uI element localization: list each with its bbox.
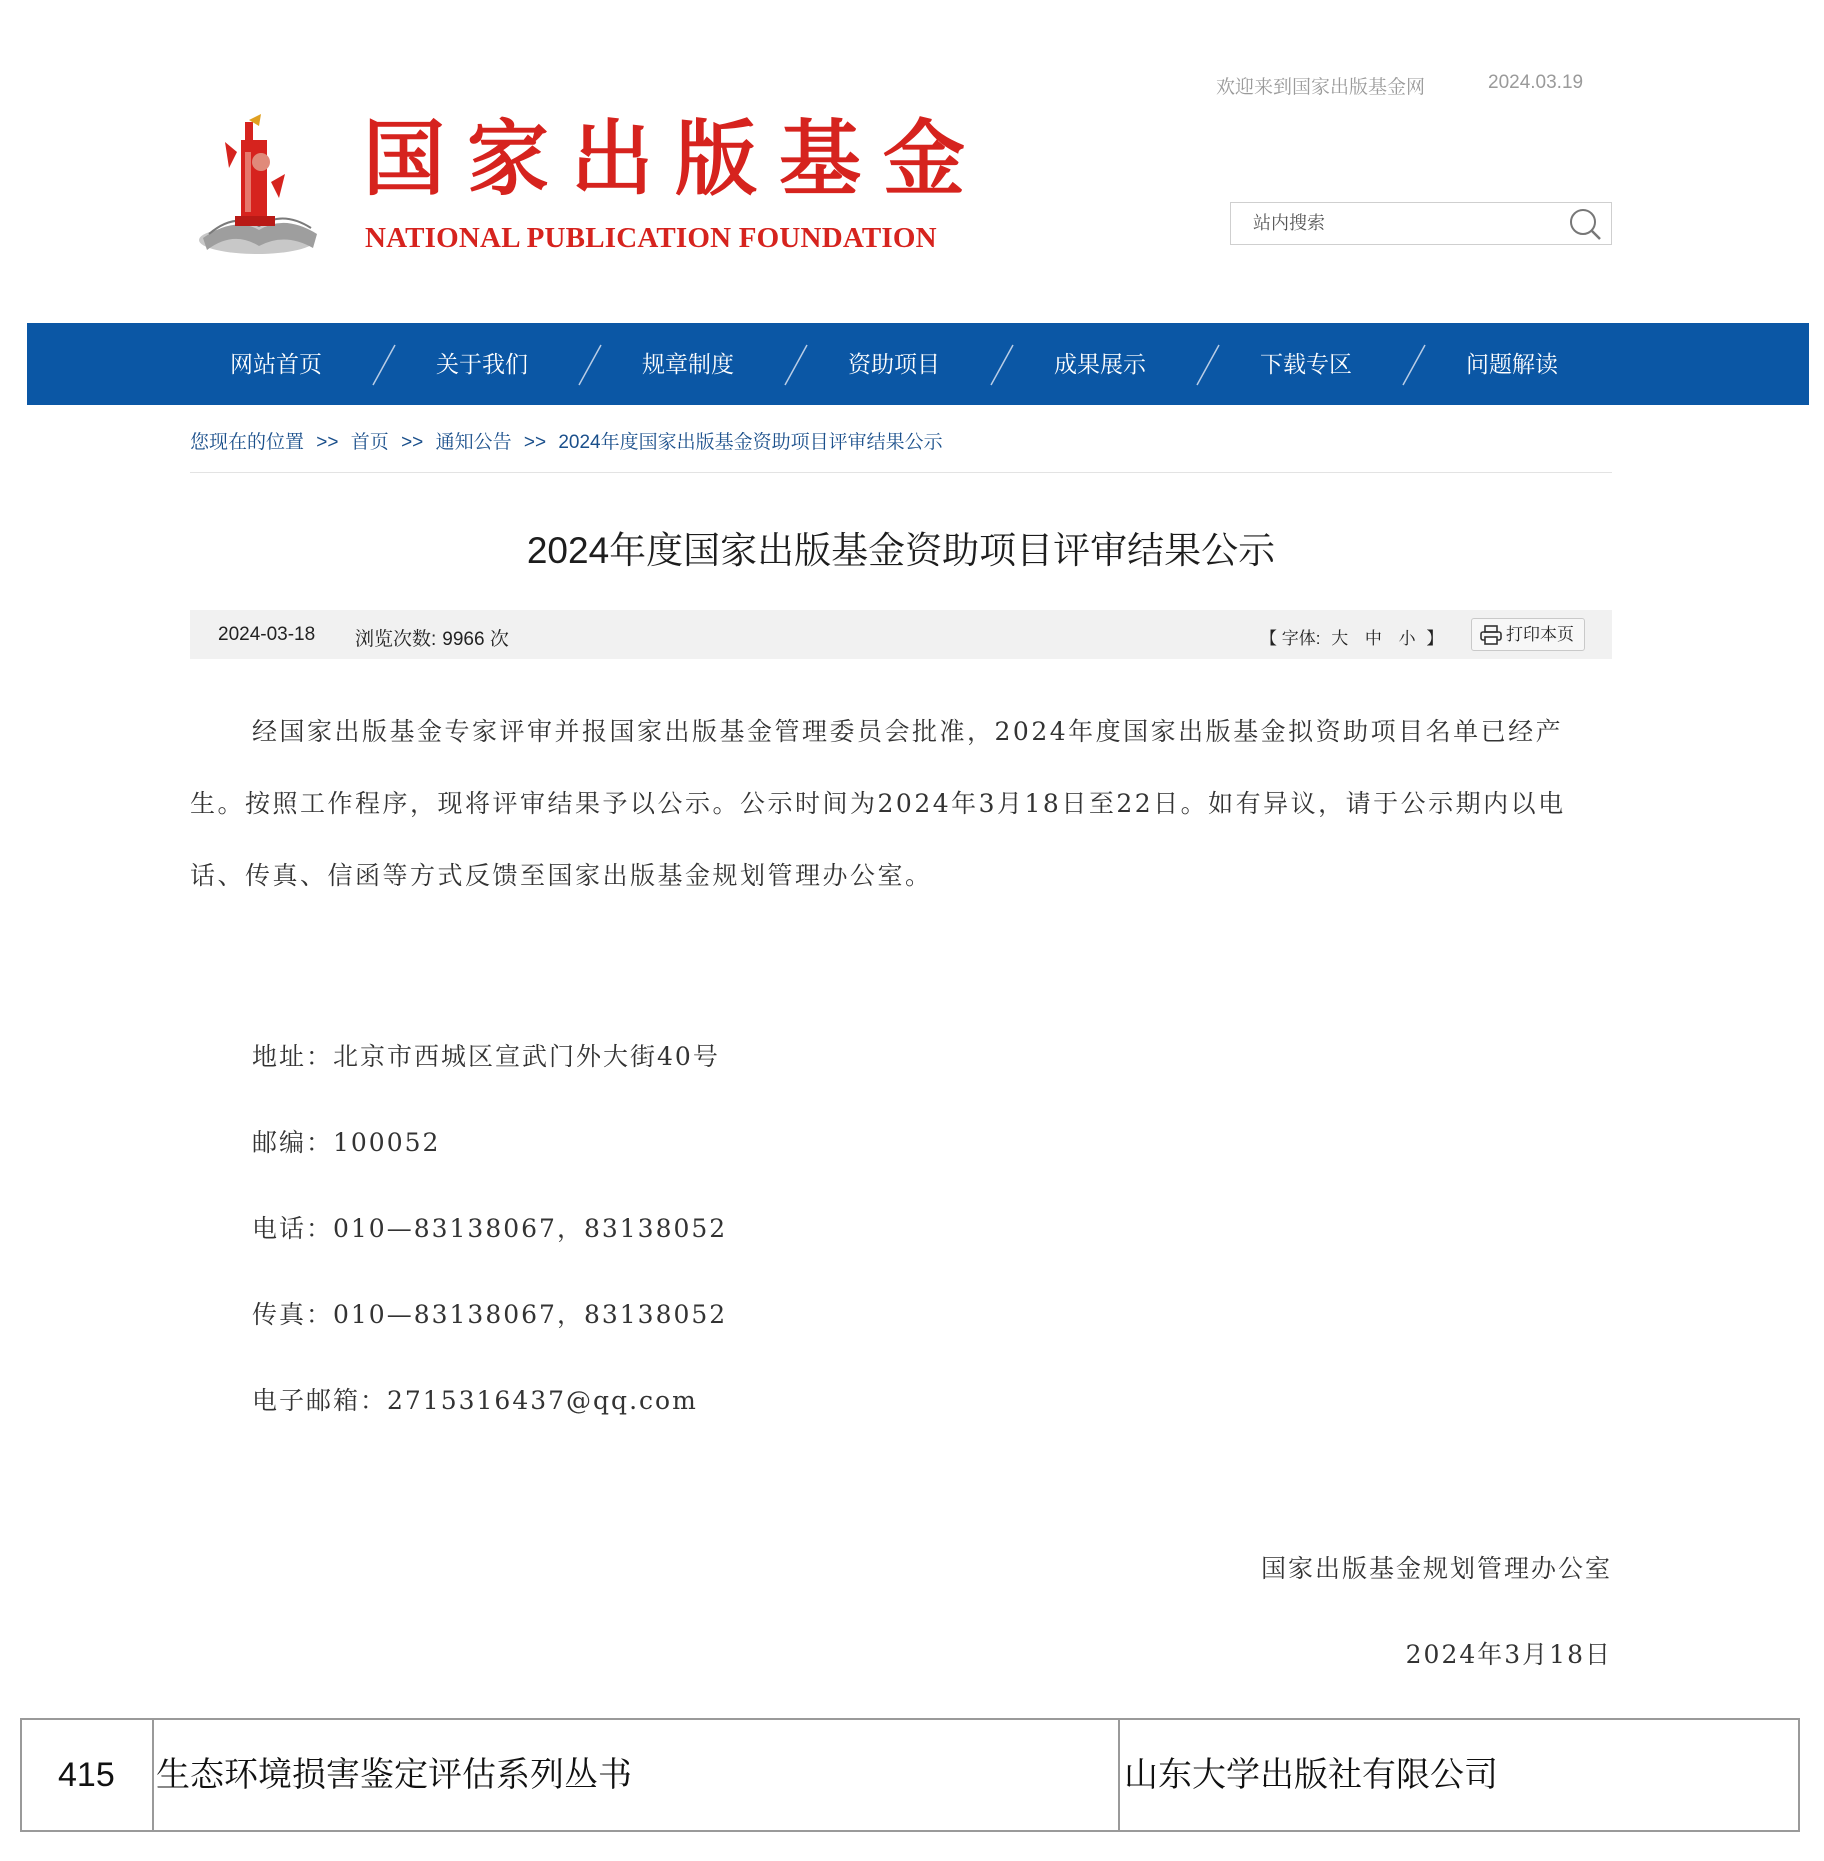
column-divider xyxy=(1118,1720,1120,1830)
publisher-name: 山东大学出版社有限公司 xyxy=(1124,1756,1498,1794)
printer-icon xyxy=(1480,625,1502,645)
nav-item-about[interactable]: 关于我们 xyxy=(436,351,528,377)
view-count-label: 浏览次数: xyxy=(355,629,437,650)
site-logo[interactable] xyxy=(195,112,995,262)
top-bar xyxy=(1216,72,1616,102)
breadcrumb xyxy=(190,427,943,454)
breadcrumb-separator: >> xyxy=(523,432,547,453)
site-search xyxy=(1230,202,1612,245)
signature: 国家出版基金规划管理办公室 xyxy=(1260,1554,1612,1583)
breadcrumb-current[interactable]: 2024年度国家出版基金资助项目评审结果公示 xyxy=(558,432,943,453)
signature-date: 2024年3月18日 xyxy=(1405,1640,1612,1669)
view-count xyxy=(355,624,509,651)
main-nav xyxy=(27,323,1809,405)
nav-item-downloads[interactable]: 下载专区 xyxy=(1260,351,1352,377)
contact-phone: 电话：010—83138067，83138052 xyxy=(252,1214,728,1243)
breadcrumb-divider xyxy=(190,472,1612,473)
font-large-button[interactable]: 大 xyxy=(1331,629,1349,648)
page-title: 2024年度国家出版基金资助项目评审结果公示 xyxy=(526,530,1276,571)
emblem-icon xyxy=(195,112,325,262)
breadcrumb-home[interactable]: 首页 xyxy=(350,432,389,453)
font-medium-button[interactable]: 中 xyxy=(1364,629,1382,648)
print-button[interactable] xyxy=(1471,618,1585,651)
search-input[interactable] xyxy=(1231,203,1561,244)
breadcrumb-separator: >> xyxy=(401,432,424,453)
font-control-open: 【 字体: xyxy=(1260,629,1321,648)
breadcrumb-separator: >> xyxy=(316,432,339,453)
book-title: 生态环境损害鉴定评估系列丛书 xyxy=(156,1756,632,1794)
nav-item-faq[interactable]: 问题解读 xyxy=(1466,351,1558,377)
publish-date: 2024-03-18 xyxy=(218,624,316,645)
nav-item-rules[interactable]: 规章制度 xyxy=(642,351,734,377)
article-info-bar xyxy=(190,610,1612,659)
contact-email: 电子邮箱：2715316437@qq.com xyxy=(252,1386,698,1415)
logo-english-text: NATIONAL PUBLICATION FOUNDATION xyxy=(365,222,937,254)
current-date: 2024.03.19 xyxy=(1488,72,1584,93)
column-divider xyxy=(152,1720,154,1830)
article-body: 经国家出版基金专家评审并报国家出版基金管理委员会批准，2024年度国家出版基金拟资助项目名单已经产生。按照工作程序，现将评审结果予以公示。公示时间为2024年3月18日至22日。如有异议，请于公示期内以电话、传真、信函等方式反馈至国家出版基金规划管理办公室。 xyxy=(190,717,1566,890)
row-number: 415 xyxy=(58,1756,115,1794)
print-label: 打印本页 xyxy=(1506,625,1574,644)
table-row xyxy=(20,1718,1800,1832)
contact-postcode: 邮编：100052 xyxy=(252,1128,441,1157)
contact-address: 地址：北京市西城区宣武门外大街40号 xyxy=(252,1042,720,1071)
font-small-button[interactable]: 小 xyxy=(1398,629,1416,648)
view-count-unit: 次 xyxy=(489,629,509,650)
logo-chinese-text: 国家出版基金 xyxy=(363,111,988,207)
breadcrumb-notices[interactable]: 通知公告 xyxy=(435,432,512,453)
font-size-control xyxy=(1260,624,1443,649)
welcome-text: 欢迎来到国家出版基金网 xyxy=(1216,77,1426,98)
view-count-value: 9966 xyxy=(442,629,485,650)
nav-item-projects[interactable]: 资助项目 xyxy=(848,351,940,377)
breadcrumb-prefix: 您现在的位置 xyxy=(190,432,305,453)
search-icon[interactable] xyxy=(1567,207,1603,241)
contact-fax: 传真：010—83138067，83138052 xyxy=(252,1300,728,1329)
nav-item-results[interactable]: 成果展示 xyxy=(1054,351,1146,377)
nav-item-home[interactable]: 网站首页 xyxy=(230,351,322,377)
font-control-close: 】 xyxy=(1426,629,1444,648)
